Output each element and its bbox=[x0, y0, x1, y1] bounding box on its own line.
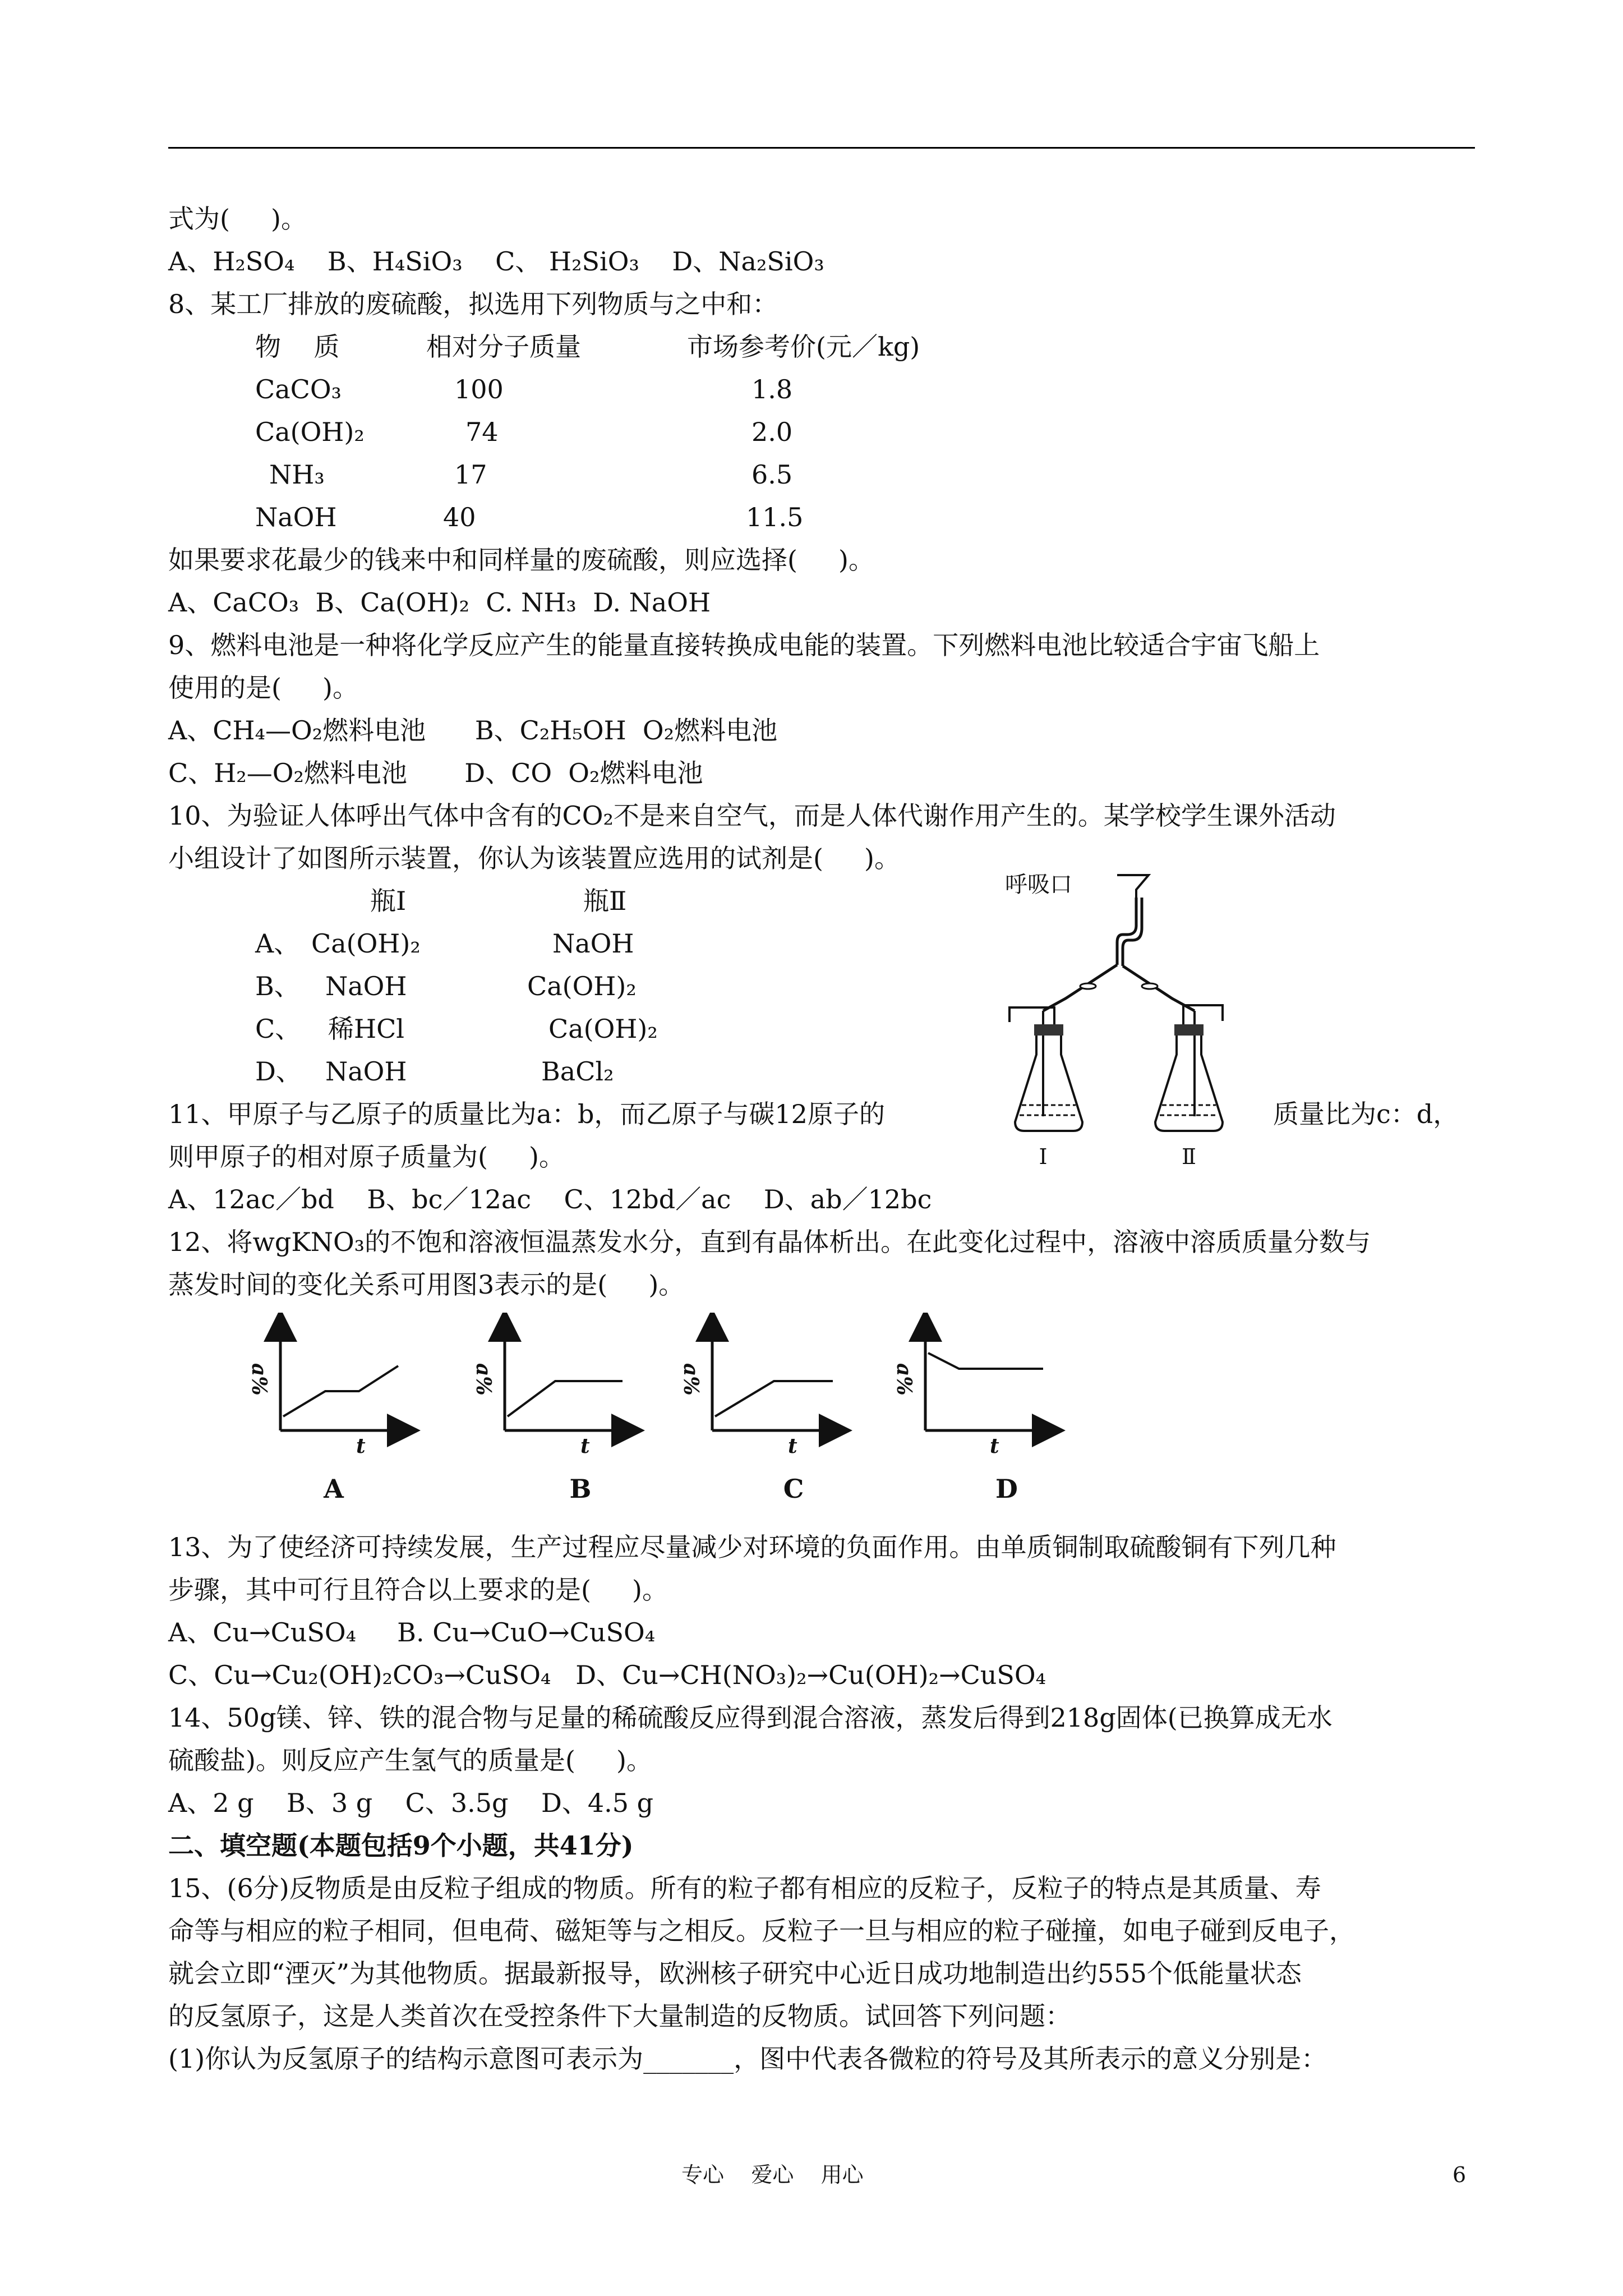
q13-options-2: C、Cu→Cu₂(OH)₂CO₃→CuSO₄ D、Cu→CH(NO₃)₂→Cu(OH)₂→CuSO₄ bbox=[168, 1660, 1046, 1690]
bottle-2-label: Ⅱ bbox=[1182, 1144, 1196, 1169]
graph-c-ylabel: a% bbox=[679, 1363, 703, 1396]
q9-options-1: A、CH₄—O₂燃料电池 B、C₂H₅OH O₂燃料电池 bbox=[168, 715, 778, 746]
q8-header-substance: 物 质 bbox=[255, 332, 340, 362]
graph-a-ylabel: a% bbox=[247, 1363, 271, 1396]
q15-paragraph-2: 命等与相应的粒子相同，但电荷、磁矩等与之相反。反粒子一旦与相应的粒子碰撞，如电子碰到反电子， bbox=[168, 1916, 1355, 1946]
q8-cell: 11.5 bbox=[746, 502, 804, 532]
bottle-1-label: Ⅰ bbox=[1039, 1144, 1048, 1169]
q11-stem-left: 11、甲原子与乙原子的质量比为a：b，而乙原子与碳12原子的 bbox=[168, 1099, 885, 1129]
q10-cell: 稀HCl bbox=[328, 1014, 405, 1044]
q10-stem-2: 小组设计了如图所示装置，你认为该装置应选用的试剂是( )。 bbox=[168, 843, 901, 873]
q8-cell: 1.8 bbox=[751, 374, 793, 404]
q8-options: A、CaCO₃ B、Ca(OH)₂ C. NH₃ D. NaOH bbox=[168, 587, 711, 618]
graph-c-label: C bbox=[783, 1474, 804, 1504]
q8-question: 如果要求花最少的钱来中和同样量的废硫酸，则应选择( )。 bbox=[168, 545, 875, 575]
q8-cell: Ca(OH)₂ bbox=[255, 417, 365, 447]
q7-tail: 式为( )。 bbox=[168, 204, 307, 234]
q12-stem-1: 12、将wgKNO₃的不饱和溶液恒温蒸发水分，直到有晶体析出。在此变化过程中，溶液中溶质质量分数与 bbox=[168, 1227, 1371, 1257]
q10-cell: NaOH bbox=[325, 971, 407, 1001]
graph-b-ylabel: a% bbox=[472, 1363, 495, 1396]
q7-options: A、H₂SO₄ B、H₄SiO₃ C、 H₂SiO₃ D、Na₂SiO₃ bbox=[168, 246, 824, 277]
q10-stem-1: 10、为验证人体呼出气体中含有的CO₂不是来自空气，而是人体代谢作用产生的。某学校学生课外活动 bbox=[168, 800, 1336, 831]
q8-cell: 100 bbox=[454, 374, 504, 404]
graph-a bbox=[247, 1325, 404, 1504]
q9-options-2: C、H₂—O₂燃料电池 D、CO O₂燃料电池 bbox=[168, 758, 703, 788]
q10-cell: NaOH bbox=[325, 1056, 407, 1087]
q11-stem-2: 则甲原子的相对原子质量为( )。 bbox=[168, 1142, 565, 1172]
header-rule bbox=[168, 147, 1475, 149]
footer-motto: 专心 爱心 用心 bbox=[681, 2162, 864, 2187]
graph-d-xlabel: t bbox=[990, 1434, 999, 1458]
q10-cell: B、 bbox=[255, 971, 300, 1001]
graph-b-xlabel: t bbox=[580, 1434, 590, 1458]
q11-stem-right: 质量比为c：d， bbox=[1273, 1099, 1459, 1129]
graph-b-label: B bbox=[569, 1474, 592, 1504]
q14-options: A、2 g B、3 g C、3.5g D、4.5 g bbox=[168, 1788, 654, 1818]
q11-options: A、12ac／bd B、bc／12ac C、12bd／ac D、ab／12bc bbox=[168, 1184, 932, 1214]
graph-b bbox=[472, 1325, 628, 1504]
q9-stem-1: 9、燃料电池是一种将化学反应产生的能量直接转换成电能的装置。下列燃料电池比较适合宇宙飞船上 bbox=[168, 630, 1320, 660]
q13-stem-1: 13、为了使经济可持续发展，生产过程应尽量减少对环境的负面作用。由单质铜制取硫酸铜有下列几种 bbox=[168, 1532, 1336, 1562]
q14-stem-1: 14、50g镁、锌、铁的混合物与足量的稀硫酸反应得到混合溶液，蒸发后得到218g固体(已换算成无水 bbox=[168, 1703, 1332, 1733]
q13-stem-2: 步骤，其中可行且符合以上要求的是( )。 bbox=[168, 1575, 668, 1605]
graph-d-label: D bbox=[995, 1474, 1018, 1504]
q10-cell: C、 bbox=[255, 1014, 301, 1044]
q8-cell: 40 bbox=[443, 502, 476, 532]
q8-cell: 74 bbox=[465, 417, 499, 447]
q10-header-bottle2: 瓶Ⅱ bbox=[583, 886, 627, 916]
graph-a-xlabel: t bbox=[356, 1434, 366, 1458]
breathing-apparatus-figure bbox=[998, 858, 1234, 1172]
page-number: 6 bbox=[1453, 2162, 1467, 2187]
q8-cell: NaOH bbox=[255, 502, 337, 532]
q10-cell: Ca(OH)₂ bbox=[311, 928, 421, 959]
q15-paragraph-3: 就会立即“湮灭”为其他物质。据最新报导，欧洲核子研究中心近日成功地制造出约555个低能量状态 bbox=[168, 1958, 1302, 1989]
q9-stem-2: 使用的是( )。 bbox=[168, 673, 359, 703]
q10-cell: NaOH bbox=[552, 928, 634, 959]
q8-stem: 8、某工厂排放的废硫酸，拟选用下列物质与之中和： bbox=[168, 289, 778, 319]
inlet-label: 呼吸口 bbox=[1005, 872, 1072, 898]
section-2-heading: 二、填空题(本题包括9个小题，共41分) bbox=[168, 1830, 634, 1861]
q12-graphs bbox=[236, 1313, 1133, 1515]
q12-stem-2: 蒸发时间的变化关系可用图3表示的是( )。 bbox=[168, 1269, 685, 1300]
graph-c bbox=[679, 1325, 836, 1504]
q13-options-1: A、Cu→CuSO₄ B. Cu→CuO→CuSO₄ bbox=[168, 1617, 656, 1648]
q10-header-bottle1: 瓶Ⅰ bbox=[370, 886, 407, 916]
q10-cell: A、 bbox=[255, 928, 300, 959]
q8-cell: CaCO₃ bbox=[255, 374, 342, 404]
graph-d-ylabel: a% bbox=[892, 1363, 916, 1396]
q8-cell: 17 bbox=[454, 459, 487, 490]
q10-cell: Ca(OH)₂ bbox=[527, 971, 637, 1001]
q8-header-mass: 相对分子质量 bbox=[426, 332, 581, 362]
q10-cell: BaCl₂ bbox=[541, 1056, 614, 1087]
q15-paragraph-4: 的反氢原子，这是人类首次在受控条件下大量制造的反物质。试回答下列问题： bbox=[168, 2001, 1071, 2031]
q8-header-price: 市场参考价(元／kg) bbox=[687, 332, 920, 362]
graph-c-xlabel: t bbox=[788, 1434, 797, 1458]
q8-cell: NH₃ bbox=[269, 459, 325, 490]
q8-cell: 6.5 bbox=[751, 459, 793, 490]
q10-cell: Ca(OH)₂ bbox=[548, 1014, 658, 1044]
q8-cell: 2.0 bbox=[751, 417, 793, 447]
graph-a-label: A bbox=[324, 1474, 344, 1504]
q15-question-1: (1)你认为反氢原子的结构示意图可表示为_______，图中代表各微粒的符号及其所表示的意义分别是： bbox=[168, 2044, 1327, 2074]
q10-cell: D、 bbox=[255, 1056, 302, 1087]
graph-d bbox=[892, 1325, 1049, 1504]
q14-stem-2: 硫酸盐)。则反应产生氢气的质量是( )。 bbox=[168, 1745, 652, 1775]
q15-paragraph-1: 15、(6分)反物质是由反粒子组成的物质。所有的粒子都有相应的反粒子，反粒子的特点是其质量、寿 bbox=[168, 1873, 1321, 1903]
